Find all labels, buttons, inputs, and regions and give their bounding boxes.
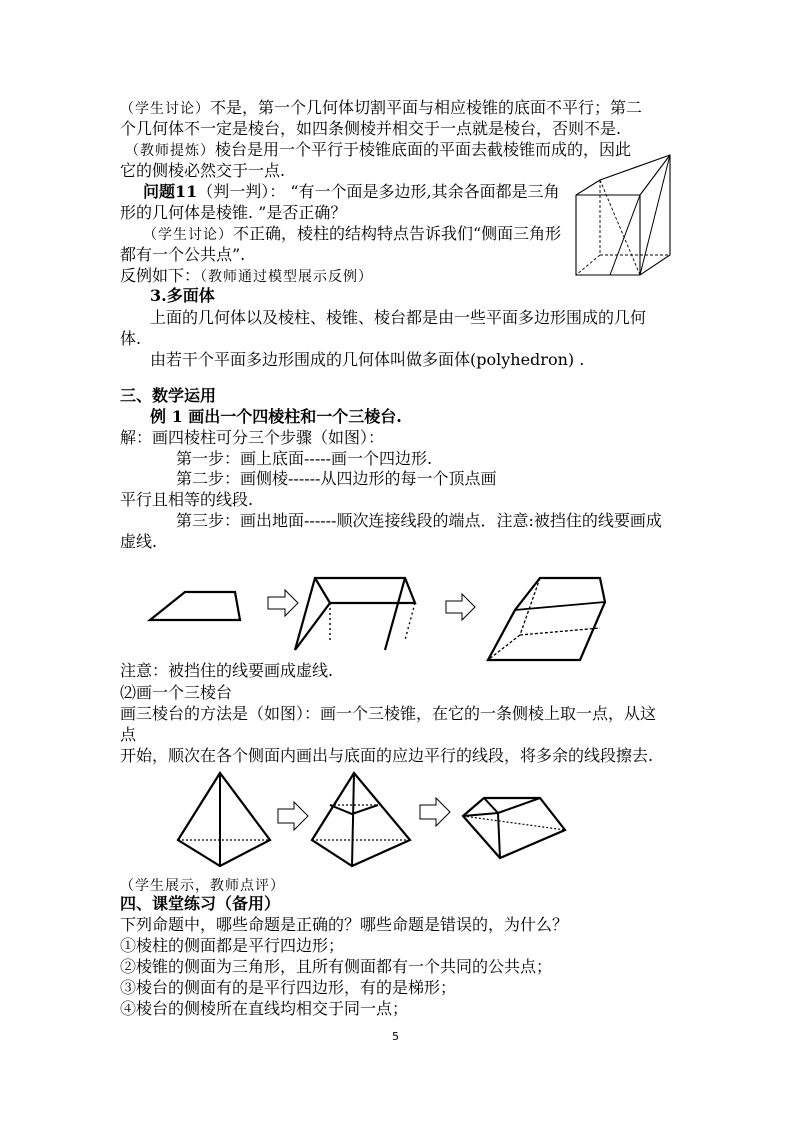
line-7 (143, 224, 561, 245)
section-polyhedron-heading: 3.多面体 (150, 286, 215, 305)
proposition-4: ④棱台的侧棱所在直线均相交于同一点； (120, 999, 409, 1018)
annot-teacher-model: （教师通过模型展示反例） (200, 269, 374, 285)
pyramid (178, 773, 270, 866)
line-4: 它的侧棱必然交于一点. (120, 161, 286, 180)
step-1: 第一步：画上底面-----画一个四边形. (176, 449, 433, 468)
frustum-steps-figure (170, 768, 580, 878)
line-13: 由若干个平面多边形围成的几何体叫做多面体(polyhedron) . (150, 350, 585, 369)
page-number: 5 (392, 1030, 399, 1043)
step2-lateral-edges (295, 578, 415, 650)
annot-teacher-refine: （教师提炼） (125, 143, 215, 159)
line-1 (120, 98, 642, 119)
arrow-4 (420, 798, 450, 826)
proposition-1: ①棱柱的侧面都是平行四边形； (120, 936, 345, 955)
line-21: 虚线. (120, 532, 158, 551)
section-4-heading: 四、课堂练习（备用） (120, 894, 281, 913)
pyramid-cut (312, 773, 410, 866)
prism-steps-figure (140, 570, 670, 665)
line-22: 注意：被挡住的线要画成虚线. (120, 661, 334, 680)
example-1-heading: 例 1 画出一个四棱柱和一个三棱台. (150, 407, 402, 426)
step1-quadrilateral (150, 592, 240, 620)
line-2: 个几何体不一定是棱台，如四条侧棱并相交于一点就是棱台，否则不是. (120, 119, 622, 138)
line-5 (143, 182, 560, 202)
line-11: 上面的几何体以及棱柱、棱锥、棱台都是由一些平面多边形围成的几何 (150, 308, 647, 327)
line-24: 画三棱台的方法是（如图）：画一个三棱锥，在它的一条侧棱上取一点，从这 (120, 704, 657, 723)
counterexample-prism-figure (570, 150, 680, 280)
problem-11-label: 问题11 (143, 182, 198, 201)
line-9 (120, 266, 373, 287)
line-16: 解：画四棱柱可分三个步骤（如图）： (120, 428, 385, 447)
line-12: 体. (120, 329, 142, 348)
line-25: 点 (120, 725, 137, 744)
line-23: ⑵画一个三棱台 (120, 683, 233, 702)
step-2: 第二步：画侧棱------从四边形的每一个顶点画 (176, 469, 497, 488)
annot-student-discuss-2: （学生讨论） (143, 227, 233, 243)
step3-full-prism (488, 578, 605, 660)
line-26: 开始，顺次在各个侧面内画出与底面的应边平行的线段，将多余的线段擦去. (120, 746, 654, 765)
text: （判一判）： “有一个面是多边形,其余各面都是三角 (197, 182, 560, 201)
text: 反例如下： (120, 266, 201, 285)
annot-student-show: （学生展示，教师点评） (120, 878, 285, 894)
section-3-heading: 三、数学运用 (120, 386, 217, 405)
line-29: 下列命题中，哪些命题是正确的？哪些命题是错误的，为什么？ (120, 915, 569, 934)
proposition-2: ②棱锥的侧面为三角形，且所有侧面都有一个共同的公共点； (120, 957, 553, 976)
text: 不正确，棱柱的结构特点告诉我们“侧面三角形 (233, 224, 562, 243)
step-3: 第三步：画出地面------顺次连接线段的端点．注意:被挡住的线要画成 (176, 511, 662, 530)
proposition-3: ③棱台的侧面有的是平行四边形，有的是梯形； (120, 978, 457, 997)
line-19: 平行且相等的线段. (120, 490, 254, 509)
annot-student-discuss: （学生讨论） (120, 101, 210, 117)
arrow-2 (446, 594, 475, 620)
line-3 (125, 140, 631, 161)
arrow-1 (268, 590, 298, 616)
line-8: 都有一个公共点”. (120, 245, 246, 264)
arrow-3 (278, 802, 308, 830)
text: 棱台是用一个平行于棱锥底面的平面去截棱锥而成的，因此 (215, 140, 632, 159)
line-6: 形的几何体是棱锥. ”是否正确？ (120, 203, 347, 222)
frustum (463, 798, 565, 858)
text: 不是，第一个几何体切割平面与相应棱锥的底面不平行；第二 (210, 98, 643, 117)
